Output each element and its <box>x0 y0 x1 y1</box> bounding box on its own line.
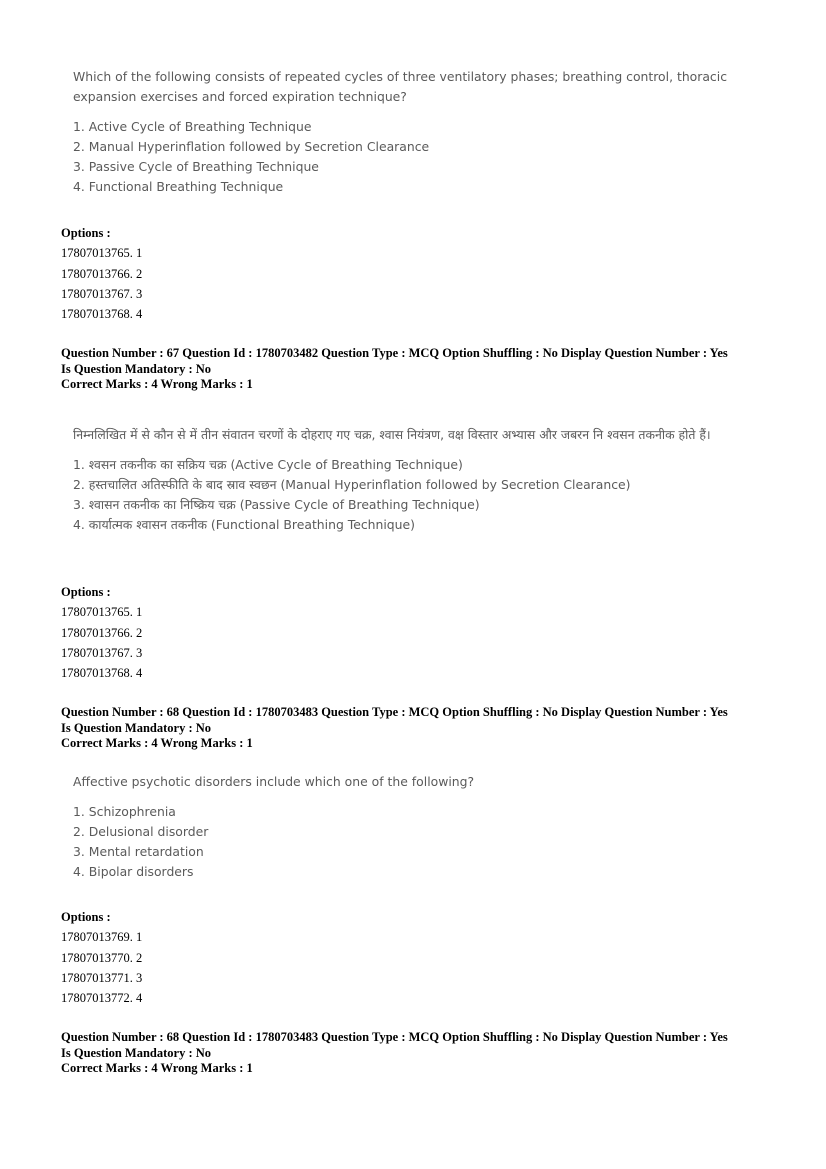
question-meta <box>61 1030 781 1077</box>
options-list <box>61 907 142 1008</box>
option-item: 17807013771. 3 <box>61 970 143 985</box>
choice-item: 1. Active Cycle of Breathing Technique <box>73 119 312 134</box>
meta-line: Is Question Mandatory : No <box>61 1045 212 1060</box>
question-meta <box>61 705 781 752</box>
options-label: Options : <box>61 585 111 599</box>
options-list <box>61 582 142 683</box>
meta-line: Question Number : 68 Question Id : 1780703483 Question Type : MCQ Option Shuffling : No Display Question Number : Yes <box>61 1030 728 1044</box>
choice-item: 2. Delusional disorder <box>73 824 209 839</box>
choice-item: 4. Functional Breathing Technique <box>73 179 284 194</box>
meta-line: Is Question Mandatory : No <box>61 720 212 735</box>
option-item: 17807013772. 4 <box>61 991 143 1006</box>
option-item: 17807013768. 4 <box>61 307 143 322</box>
question-choices <box>73 117 773 197</box>
option-item: 17807013766. 2 <box>61 625 143 640</box>
choice-item: 1. श्वसन तकनीक का सक्रिय चक्र (Active Cycle of Breathing Technique) <box>73 457 463 472</box>
choice-item: 3. Passive Cycle of Breathing Technique <box>73 159 319 174</box>
choice-item: 3. श्वासन तकनीक का निष्क्रिय चक्र (Passive Cycle of Breathing Technique) <box>73 497 480 512</box>
choice-item: 4. Bipolar disorders <box>73 864 194 879</box>
choice-item: 3. Mental retardation <box>73 844 204 859</box>
choice-item: 4. कार्यात्मक श्वासन तकनीक (Functional Breathing Technique) <box>73 517 415 532</box>
question-image <box>73 772 773 882</box>
choice-item: 1. Schizophrenia <box>73 804 176 819</box>
meta-line: Correct Marks : 4 Wrong Marks : 1 <box>61 377 253 391</box>
question-stem: Affective psychotic disorders include which one of the following? <box>73 774 475 789</box>
question-choices <box>73 802 773 882</box>
question-stem: Which of the following consists of repeated cycles of three ventilatory phases; breathing control, thoracic expansion exercises and forced expiration technique? <box>73 69 728 104</box>
question-meta <box>61 346 781 393</box>
meta-line: Correct Marks : 4 Wrong Marks : 1 <box>61 1061 253 1075</box>
options-list <box>61 223 142 324</box>
meta-line: Question Number : 67 Question Id : 1780703482 Question Type : MCQ Option Shuffling : No Display Question Number : Yes <box>61 346 728 360</box>
question-image <box>73 425 773 535</box>
question-stem: निम्नलिखित में से कौन से में तीन संवातन चरणों के दोहराए गए चक्र, श्वास नियंत्रण, वक्ष विस्तार अभ्यास और जबरन नि श्वसन तकनीक होते हैं। <box>73 427 711 442</box>
options-label: Options : <box>61 910 111 924</box>
option-item: 17807013766. 2 <box>61 266 143 281</box>
option-item: 17807013765. 1 <box>61 605 143 620</box>
option-item: 17807013768. 4 <box>61 666 143 681</box>
options-label: Options : <box>61 226 111 240</box>
question-choices <box>73 455 773 535</box>
meta-line: Question Number : 68 Question Id : 1780703483 Question Type : MCQ Option Shuffling : No Display Question Number : Yes <box>61 705 728 719</box>
meta-line: Correct Marks : 4 Wrong Marks : 1 <box>61 736 253 750</box>
meta-line: Is Question Mandatory : No <box>61 361 212 376</box>
option-item: 17807013769. 1 <box>61 930 143 945</box>
option-item: 17807013770. 2 <box>61 950 143 965</box>
choice-item: 2. Manual Hyperinflation followed by Secretion Clearance <box>73 139 430 154</box>
option-item: 17807013765. 1 <box>61 246 143 261</box>
question-image <box>73 67 773 197</box>
option-item: 17807013767. 3 <box>61 645 143 660</box>
option-item: 17807013767. 3 <box>61 286 143 301</box>
choice-item: 2. हस्तचालित अतिस्फीति के बाद स्राव स्वछन (Manual Hyperinflation followed by Secretion Clearance) <box>73 477 631 492</box>
